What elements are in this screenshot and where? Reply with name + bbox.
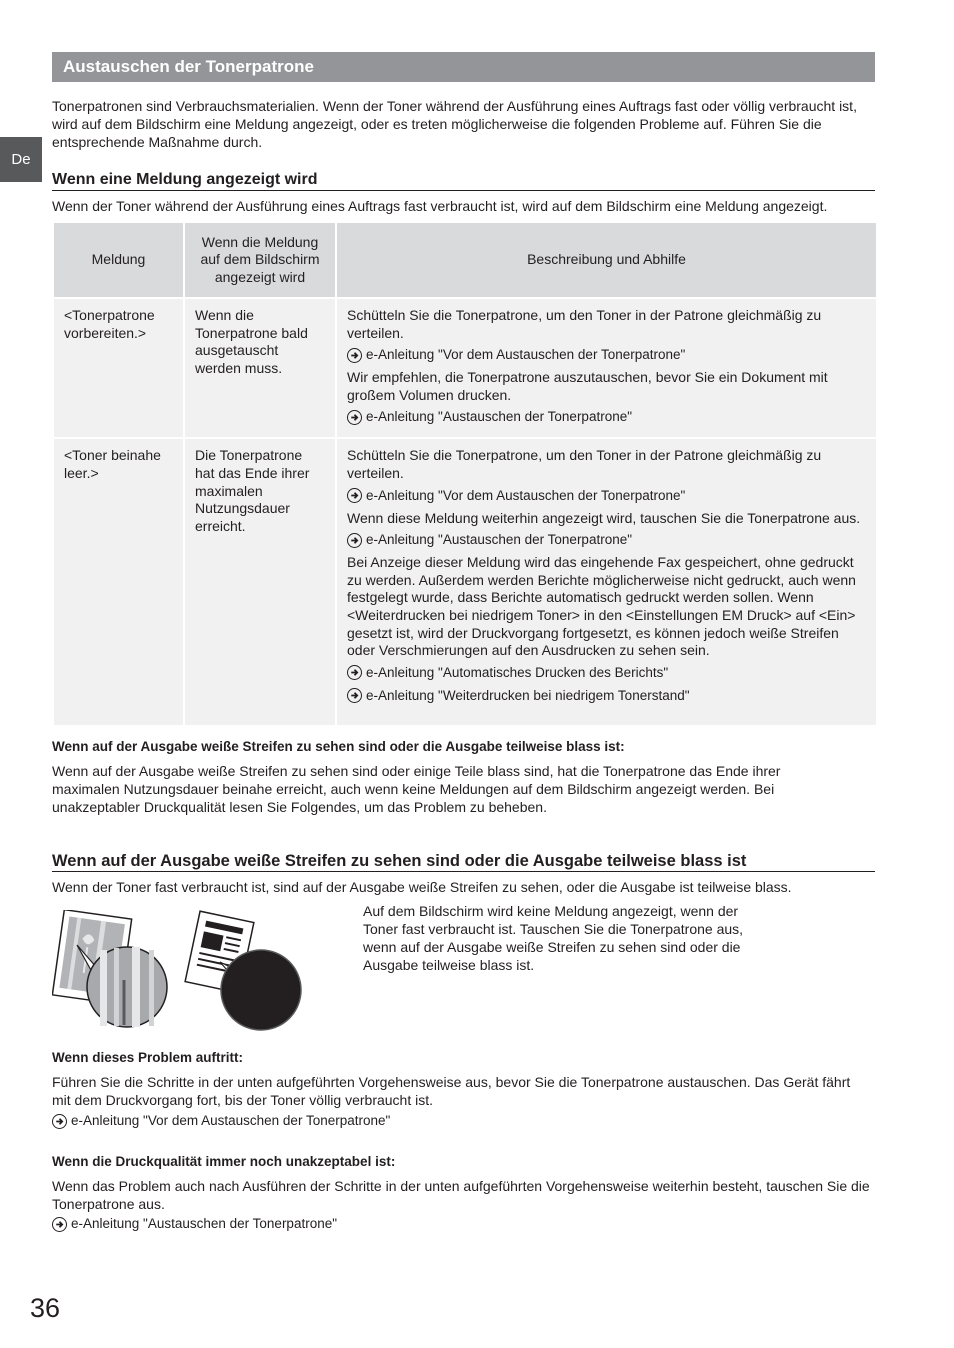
subsection-lead-message: Wenn der Toner während der Ausführung eines Auftrags fast verbraucht ist, wird auf dem Bildschirm eine Meldung angezeigt.	[52, 198, 828, 214]
quality-text: Wenn das Problem auch nach Ausführen der Schritte in der unten aufgeführten Vorgehensweise weiterhin besteht, tauschen Sie die Tonerpatrone aus.	[52, 1178, 870, 1212]
when-cell: Wenn die Tonerpatrone bald ausgetauscht werden muss.	[184, 298, 336, 438]
language-tab: De	[0, 137, 42, 182]
remedy-cell	[336, 438, 877, 726]
manual-reference-link[interactable]	[347, 664, 866, 682]
manual-reference-link[interactable]	[347, 346, 866, 364]
remedy-text: Wenn diese Meldung weiterhin angezeigt wird, tauschen Sie die Tonerpatrone aus.	[347, 509, 861, 526]
reference-label: e-Anleitung "Austauschen der Tonerpatrone"	[366, 532, 633, 548]
intro-text: Tonerpatronen sind Verbrauchsmaterialien. Wenn der Toner während der Ausführung eines Auftrags fast oder völlig verbraucht ist, wird auf dem Bildschirm eine Meldung angezeigt, oder es treten möglicherweise die folgenden Probleme auf. Führen Sie die entsprechende Maßnahme durch.	[52, 98, 857, 150]
arrow-circle-icon	[52, 1217, 67, 1232]
reference-label: e-Anleitung "Austauschen der Tonerpatrone"	[366, 409, 633, 425]
remedy-text: Schütteln Sie die Tonerpatrone, um den Toner in der Patrone gleichmäßig zu verteilen.	[347, 307, 822, 341]
problem-text: Führen Sie die Schritte in der unten aufgeführten Vorgehensweise aus, bevor Sie die Tonerpatrone austauschen. Das Gerät fährt mit dem Druckvorgang fort, bis der Toner völlig verbraucht ist.	[52, 1074, 851, 1108]
arrow-circle-icon	[347, 533, 362, 548]
arrow-circle-icon	[347, 410, 362, 425]
message-cell: <Toner beinahe leer.>	[53, 438, 184, 726]
table-row	[53, 298, 877, 438]
reference-label: e-Anleitung "Automatisches Drucken des Berichts"	[366, 664, 669, 680]
problem-heading: Wenn dieses Problem auftritt:	[52, 1050, 244, 1065]
table-header-cell: Wenn die Meldung auf dem Bildschirm angezeigt wird	[184, 222, 336, 298]
section-title: Austauschen der Tonerpatrone	[52, 52, 875, 82]
reference-label: e-Anleitung "Vor dem Austauschen der Tonerpatrone"	[366, 487, 686, 503]
subsection-heading-message: Wenn eine Meldung angezeigt wird	[52, 170, 875, 191]
arrow-circle-icon	[52, 1114, 67, 1129]
table-header-row	[53, 222, 877, 298]
table-header-cell: Meldung	[53, 222, 184, 298]
remedy-text: Bei Anzeige dieser Meldung wird das eingehende Fax gespeichert, ohne gedruckt zu werden. Außerdem werden Berichte möglicherweise nicht gedruckt, auch wenn festgelegt wurde, dass Berichte automatisch gedruckt werden sollen. Wenn <Weiterdrucken bei niedrigem Toner> in den <Einstellungen EM Druck> auf <Ein> gesetzt ist, wird der Druckvorgang fortgesetzt, es können jedoch weiße Streifen oder Verschmierungen auf den Ausdrucken zu sehen sein.	[347, 554, 856, 659]
subsection-lead-streaks: Wenn der Toner fast verbraucht ist, sind auf der Ausgabe weiße Streifen zu sehen, oder die Ausgabe ist teilweise blass.	[52, 879, 792, 895]
reference-label: e-Anleitung "Vor dem Austauschen der Tonerpatrone"	[71, 1113, 391, 1128]
when-cell: Die Tonerpatrone hat das Ende ihrer maximalen Nutzungsdauer erreicht.	[184, 438, 336, 726]
manual-reference-link[interactable]	[52, 1215, 337, 1233]
reference-label: e-Anleitung "Austauschen der Tonerpatrone"	[71, 1216, 338, 1231]
streaks-note-text: Wenn auf der Ausgabe weiße Streifen zu sehen sind oder einige Teile blass sind, hat die Tonerpatrone das Ende ihrer maximalen Nutzungsdauer beinahe erreicht, auch wenn keine Meldungen auf dem Bildschirm angezeigt werden. Bei unakzeptabler Druckqualität lesen Sie Folgendes, um das Problem zu beheben.	[52, 763, 781, 815]
manual-reference-link[interactable]	[52, 1112, 390, 1130]
arrow-circle-icon	[347, 348, 362, 363]
page-number: 36	[30, 1293, 61, 1323]
table-header-cell: Beschreibung und Abhilfe	[336, 222, 877, 298]
subsection-heading-streaks: Wenn auf der Ausgabe weiße Streifen zu sehen sind oder die Ausgabe teilweise blass ist	[52, 851, 875, 872]
manual-reference-link[interactable]	[347, 687, 866, 705]
arrow-circle-icon	[347, 665, 362, 680]
manual-reference-link[interactable]	[347, 487, 866, 505]
arrow-circle-icon	[347, 688, 362, 703]
manual-reference-link[interactable]	[347, 408, 866, 426]
reference-label: e-Anleitung "Weiterdrucken bei niedrigem Tonerstand"	[366, 687, 690, 703]
message-cell: <Tonerpatrone vorbereiten.>	[53, 298, 184, 438]
table-row	[53, 438, 877, 726]
remedy-text: Wir empfehlen, die Tonerpatrone auszutauschen, bevor Sie ein Dokument mit großem Volumen drucken.	[347, 369, 828, 403]
print-defect-illustration	[52, 910, 307, 1035]
faded-photo-print	[52, 910, 167, 1027]
streaks-note-heading: Wenn auf der Ausgabe weiße Streifen zu sehen sind oder die Ausgabe teilweise blass ist:	[52, 739, 625, 754]
faded-document-print	[185, 911, 301, 1030]
figure-caption: Auf dem Bildschirm wird keine Meldung angezeigt, wenn der Toner fast verbraucht ist. Tauschen Sie die Tonerpatrone aus, wenn auf der Ausgabe weiße Streifen zu sehen sind oder die Ausgabe teilweise blass ist.	[363, 903, 744, 973]
manual-reference-link[interactable]	[347, 531, 866, 549]
quality-heading: Wenn die Druckqualität immer noch unakzeptabel ist:	[52, 1154, 396, 1169]
remedy-cell	[336, 298, 877, 438]
message-table	[52, 221, 878, 727]
arrow-circle-icon	[347, 488, 362, 503]
reference-label: e-Anleitung "Vor dem Austauschen der Tonerpatrone"	[366, 347, 686, 363]
remedy-text: Schütteln Sie die Tonerpatrone, um den Toner in der Patrone gleichmäßig zu verteilen.	[347, 447, 822, 481]
